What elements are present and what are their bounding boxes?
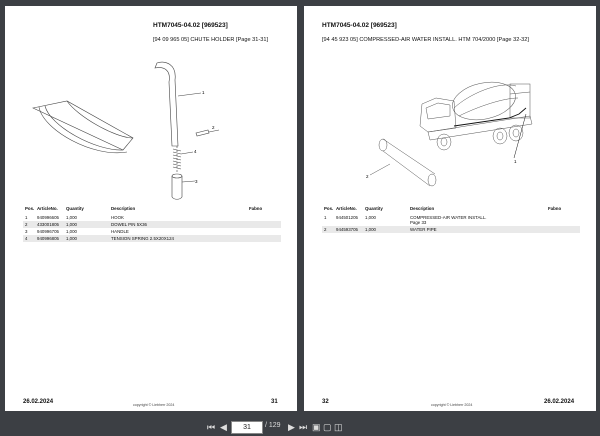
callout-2: 2 bbox=[366, 174, 369, 179]
left-page bbox=[5, 6, 297, 411]
table-row: 1 940996605 1,000 HOOK bbox=[25, 215, 124, 220]
page-total: / 129 bbox=[265, 422, 281, 429]
callout-2: 2 bbox=[212, 125, 215, 130]
col-pos: Pos. bbox=[25, 206, 35, 211]
col-quantity: Quantity bbox=[365, 206, 383, 211]
last-page-icon[interactable]: ⏭ bbox=[299, 422, 308, 432]
col-description: Description bbox=[111, 206, 136, 211]
table-row: 1 944501205 1,000 COMPRESSED-AIR WATER INSTALL. Page 33 bbox=[324, 215, 487, 225]
hook-part bbox=[155, 62, 178, 146]
footer-date: 26.02.2024 bbox=[23, 399, 54, 405]
page-title: HTM7045-04.02 [969523] bbox=[322, 22, 397, 29]
prev-page-icon[interactable]: ◀ bbox=[220, 422, 227, 432]
viewer-toolbar bbox=[0, 419, 600, 436]
wheel bbox=[437, 134, 451, 150]
col-quantity: Quantity bbox=[66, 206, 84, 211]
water-pipe-part bbox=[383, 139, 435, 186]
table-row: 2 944593705 1,000 WATER PIPE bbox=[322, 226, 580, 233]
mixer-truck-diagram bbox=[304, 46, 596, 201]
callout-3: 3 bbox=[195, 179, 198, 184]
table-row: 3 940996705 1,000 HANDLE bbox=[25, 229, 129, 234]
callout-1: 1 bbox=[514, 159, 517, 164]
footer-date: 26.02.2024 bbox=[544, 399, 575, 405]
col-fabno: Fabno bbox=[249, 206, 263, 211]
col-description: Description bbox=[410, 206, 435, 211]
chute-part bbox=[33, 101, 133, 150]
page-subtitle: [94 45 923 05] COMPRESSED-AIR WATER INSTALL. HTM 704/2000 [Page 32-32] bbox=[322, 37, 529, 43]
chute-holder-diagram bbox=[5, 46, 297, 201]
table-row: 4 940996805 1,000 TENSION SPRING 2.5X20X124 bbox=[23, 235, 281, 242]
dowel-pin-part bbox=[196, 130, 209, 136]
handle-part bbox=[172, 176, 182, 197]
page-number: 32 bbox=[322, 399, 329, 405]
parts-table bbox=[23, 214, 281, 242]
callout-1: 1 bbox=[202, 90, 205, 95]
page-title: HTM7045-04.02 [969523] bbox=[153, 22, 228, 29]
single-page-icon[interactable]: ▢ bbox=[323, 422, 332, 432]
chute-curve bbox=[45, 106, 123, 150]
double-page-icon[interactable]: ◫ bbox=[334, 422, 343, 432]
col-pos: Pos. bbox=[324, 206, 334, 211]
first-page-icon[interactable]: ⏮ bbox=[207, 422, 216, 432]
parts-table-header bbox=[322, 205, 580, 213]
footer-copyright: copyright © Liebherr 2024 bbox=[133, 403, 175, 407]
page-link[interactable]: Page 33 bbox=[410, 220, 427, 225]
next-page-icon[interactable]: ▶ bbox=[288, 422, 295, 432]
page-number: 31 bbox=[271, 399, 278, 405]
right-page bbox=[304, 6, 596, 411]
parts-table bbox=[322, 214, 580, 233]
col-article: ArticleNo. bbox=[336, 206, 357, 211]
parts-table-header bbox=[23, 205, 281, 213]
col-fabno: Fabno bbox=[548, 206, 562, 211]
callout-4: 4 bbox=[194, 149, 197, 154]
page-subtitle: [94 09 965 05] CHUTE HOLDER [Page 31-31] bbox=[153, 37, 269, 43]
page-number-input[interactable]: 31 bbox=[231, 421, 263, 434]
wheel bbox=[493, 128, 507, 144]
col-article: ArticleNo. bbox=[37, 206, 58, 211]
fit-page-icon[interactable]: ▣ bbox=[312, 422, 321, 432]
table-row: 2 433001805 1,000 DOWEL PIN 5X36 bbox=[23, 221, 281, 228]
footer-copyright: copyright © Liebherr 2024 bbox=[431, 403, 473, 407]
